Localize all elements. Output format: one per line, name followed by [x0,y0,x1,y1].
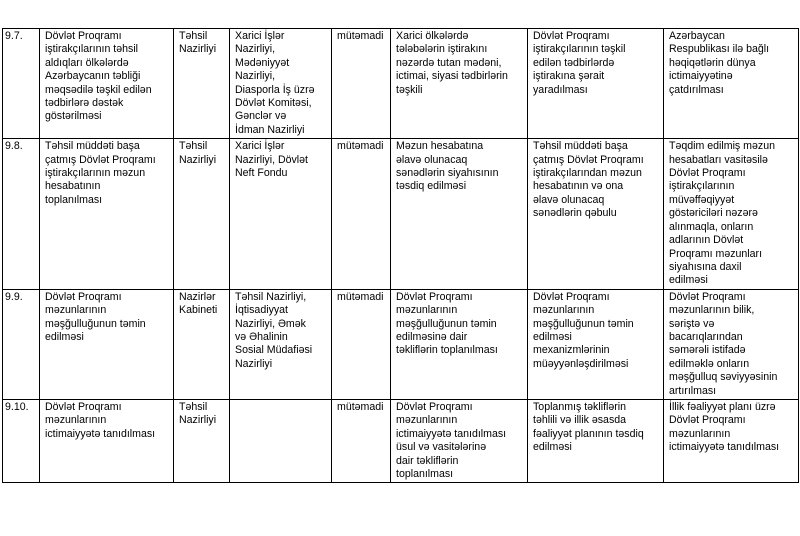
measures-cell: Xarici ölkələrdə tələbələrin iştirakını nəzərdə tutan mədəni, ictimai, siyasi tədbirlərin təşkili [391,29,528,139]
row-number: 9.9. [3,289,40,399]
outcome-cell: İllik fəaliyyət planı üzrə Dövlət Proqramı məzunlarının ictimaiyyətə tanıdılması [664,399,799,482]
outcome-cell: Azərbaycan Respublikası ilə bağlı həqiqətlərin dünya ictimaiyyətinə çatdırılması [664,29,799,139]
period-cell: mütəmadi [332,399,391,482]
row-number: 9.8. [3,139,40,289]
table-row [3,29,799,139]
indicators-cell: Toplanmış təkliflərin təhlili və illik əsasda fəaliyyət planının təsdiq edilməsi [528,399,664,482]
activity-cell: Təhsil müddəti başa çatmış Dövlət Proqramı iştirakçılarının məzun hesabatının toplanılması [40,139,174,289]
action-plan-table [2,28,799,483]
partners-cell: Təhsil Nazirliyi, İqtisadiyyat Nazirliyi, Əmək və Əhalinin Sosial Müdafiəsi Nazirliyi [230,289,332,399]
executor-cell: Təhsil Nazirliyi [174,139,230,289]
indicators-cell: Dövlət Proqramı məzunlarının məşğulluğunun təmin edilməsi mexanizmlərinin müəyyənləşdirilməsi [528,289,664,399]
outcome-cell: Təqdim edilmiş məzun hesabatları vasitəsilə Dövlət Proqramı iştirakçılarının müvəffəqiyyət göstəriciləri nəzərə alınmaqla, onların adlarının Dövlət Proqramı məzunları siyahısına daxil edilməsi [664,139,799,289]
table-row [3,399,799,482]
outcome-cell: Dövlət Proqramı məzunlarının bilik, səriştə və bacarıqlarından səmərəli istifadə edilməklə onların məşğulluq səviyyəsinin artırılması [664,289,799,399]
activity-cell: Dövlət Proqramı məzunlarının ictimaiyyətə tanıdılması [40,399,174,482]
row-number: 9.10. [3,399,40,482]
measures-cell: Dövlət Proqramı məzunlarının məşğulluğunun təmin edilməsinə dair təkliflərin toplanılması [391,289,528,399]
activity-cell: Dövlət Proqramı məzunlarının məşğulluğunun təmin edilməsi [40,289,174,399]
indicators-cell: Dövlət Proqramı iştirakçılarının təşkil edilən tədbirlərdə iştirakına şərait yaradılması [528,29,664,139]
measures-cell: Dövlət Proqramı məzunlarının ictimaiyyətə tanıdılması üsul və vasitələrinə dair təkliflərin toplanılması [391,399,528,482]
executor-cell: Nazirlər Kabineti [174,289,230,399]
partners-cell [230,399,332,482]
executor-cell: Təhsil Nazirliyi [174,29,230,139]
indicators-cell: Təhsil müddəti başa çatmış Dövlət Proqramı iştirakçılarından məzun hesabatının və ona əlavə olunacaq sənədlərin qəbulu [528,139,664,289]
table-row [3,289,799,399]
table-row [3,139,799,289]
partners-cell: Xarici İşlər Nazirliyi, Mədəniyyət Nazirliyi, Diasporla İş üzrə Dövlət Komitəsi, Gənclər və İdman Nazirliyi [230,29,332,139]
partners-cell: Xarici İşlər Nazirliyi, Dövlət Neft Fondu [230,139,332,289]
activity-cell: Dövlət Proqramı iştirakçılarının təhsil aldıqları ölkələrdə Azərbaycanın təbliği məqsədilə təşkil edilən tədbirlərə dəstək göstərilməsi [40,29,174,139]
period-cell: mütəmadi [332,29,391,139]
measures-cell: Məzun hesabatına əlavə olunacaq sənədlərin siyahısının təsdiq edilməsi [391,139,528,289]
period-cell: mütəmadi [332,139,391,289]
row-number: 9.7. [3,29,40,139]
period-cell: mütəmadi [332,289,391,399]
executor-cell: Təhsil Nazirliyi [174,399,230,482]
